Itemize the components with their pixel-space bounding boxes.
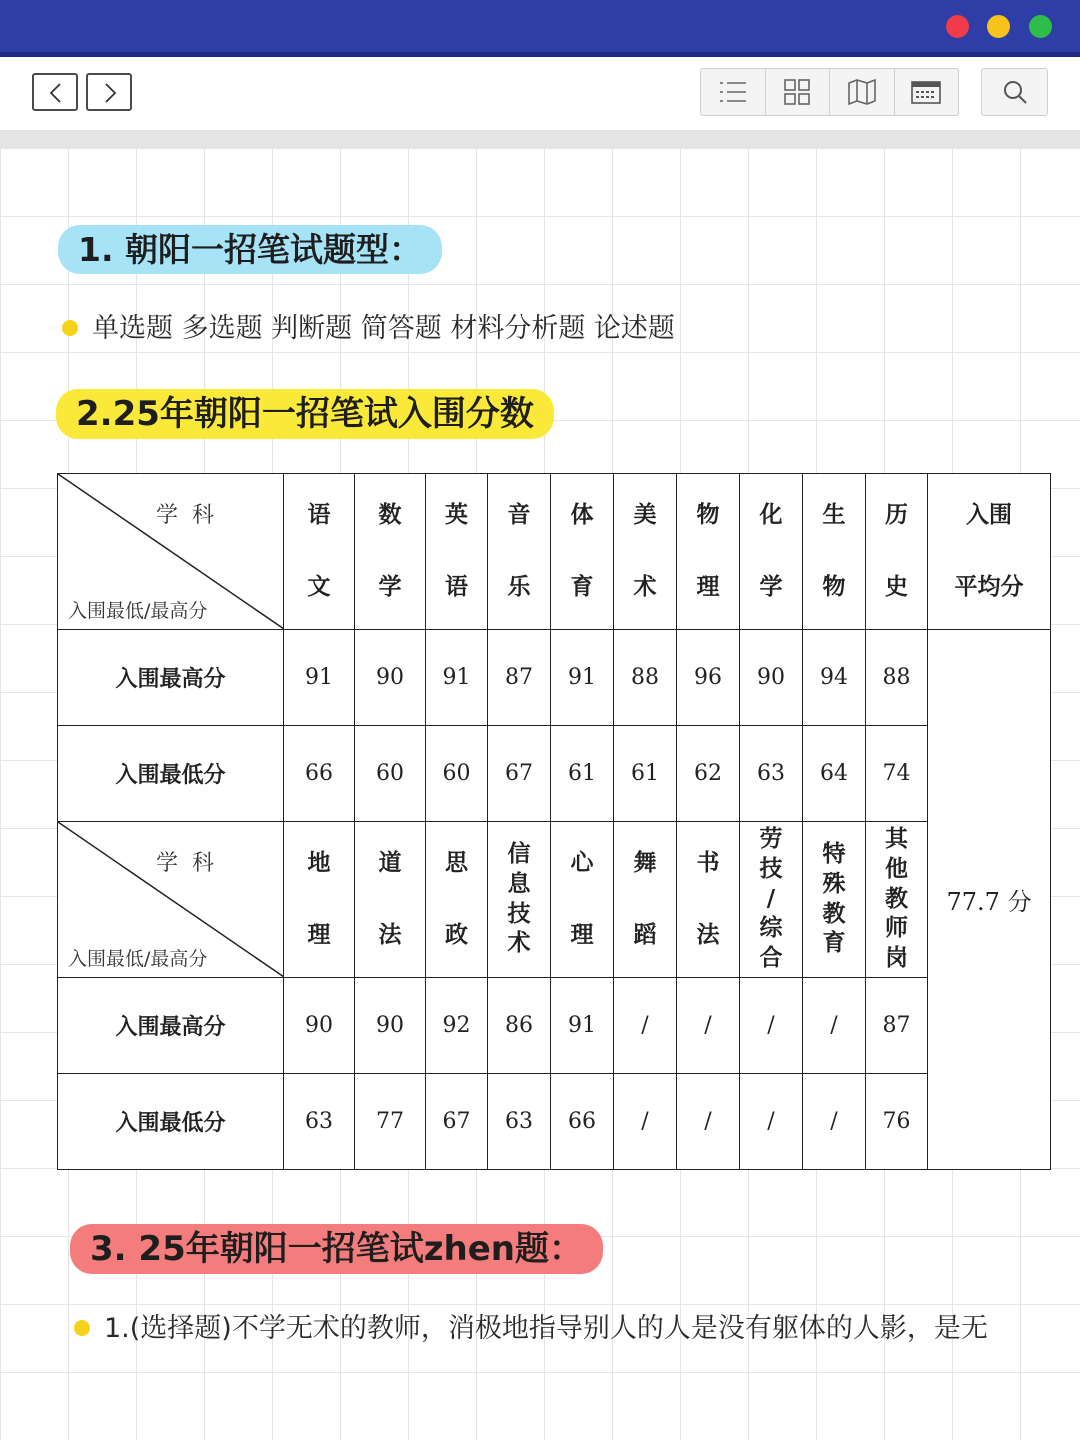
score-cell: 86 [488, 978, 551, 1074]
note-content [0, 148, 1080, 1440]
score-cell: 63 [740, 726, 803, 822]
score-cell: 60 [355, 726, 426, 822]
bullet-exam-question: 1.(选择题)不学无术的教师，消极地指导别人的人是没有躯体的人影，是无 [74, 1306, 988, 1345]
section-heading-exam-types: 1. 朝阳一招笔试题型： [58, 225, 442, 274]
table-header-row [58, 474, 1051, 630]
corner-score-label: 入围最低/最高分 [68, 600, 208, 622]
score-cell: 91 [426, 630, 488, 726]
subject-header: 语 文 [284, 474, 355, 630]
subject-header: 信 息 技 术 [488, 822, 551, 978]
score-cell: 77 [355, 1074, 426, 1170]
subject-header: 思 政 [426, 822, 488, 978]
row-label: 入围最高分 [58, 978, 284, 1074]
table-row [58, 978, 1051, 1074]
score-cell: 87 [866, 978, 928, 1074]
calendar-icon [911, 79, 941, 105]
table-row [58, 630, 1051, 726]
subject-header: 心 理 [551, 822, 614, 978]
score-cell: 66 [284, 726, 355, 822]
search-icon [1002, 79, 1028, 105]
maximize-window-dot[interactable] [1029, 15, 1052, 38]
table-corner-cell [58, 474, 284, 630]
score-cell: 66 [551, 1074, 614, 1170]
list-view-button[interactable] [701, 69, 766, 115]
title-bar [0, 0, 1080, 57]
corner-subject-label: 学科 [156, 503, 229, 528]
subject-header: 生 物 [803, 474, 866, 630]
chevron-right-icon [101, 82, 119, 104]
score-cell: / [677, 1074, 740, 1170]
score-table [57, 473, 1051, 1170]
score-cell: 96 [677, 630, 740, 726]
subject-header: 书 法 [677, 822, 740, 978]
score-cell: 64 [803, 726, 866, 822]
table-row [58, 726, 1051, 822]
subject-header: 历 史 [866, 474, 928, 630]
calendar-view-button[interactable] [895, 69, 959, 115]
score-cell: 88 [866, 630, 928, 726]
score-cell: 94 [803, 630, 866, 726]
score-cell: 91 [551, 630, 614, 726]
forward-button[interactable] [86, 73, 132, 111]
score-cell: 74 [866, 726, 928, 822]
score-cell: 61 [614, 726, 677, 822]
score-cell: 62 [677, 726, 740, 822]
table-row [58, 1074, 1051, 1170]
score-cell: 92 [426, 978, 488, 1074]
grid-icon [784, 79, 810, 105]
table-corner-cell [58, 822, 284, 978]
subject-header: 体 育 [551, 474, 614, 630]
score-cell: / [614, 1074, 677, 1170]
row-label: 入围最低分 [58, 726, 284, 822]
score-cell: / [803, 1074, 866, 1170]
score-cell: / [740, 978, 803, 1074]
score-cell: 91 [284, 630, 355, 726]
score-cell: / [740, 1074, 803, 1170]
chevron-left-icon [47, 82, 65, 104]
score-cell: 61 [551, 726, 614, 822]
score-cell: 76 [866, 1074, 928, 1170]
score-cell: / [803, 978, 866, 1074]
back-button[interactable] [32, 73, 78, 111]
subject-header: 其 他 教 师 岗 [866, 822, 928, 978]
table-header-row [58, 822, 1051, 978]
score-cell: 87 [488, 630, 551, 726]
corner-subject-label: 学科 [156, 851, 229, 876]
view-switcher [700, 68, 959, 116]
subject-header: 物 理 [677, 474, 740, 630]
subject-header: 英 语 [426, 474, 488, 630]
map-view-button[interactable] [830, 69, 895, 115]
bullet-exam-types: 单选题 多选题 判断题 简答题 材料分析题 论述题 [62, 306, 675, 345]
average-score-value: 77.7 分 [928, 630, 1051, 1170]
subject-header: 地 理 [284, 822, 355, 978]
score-cell: 90 [355, 978, 426, 1074]
grid-view-button[interactable] [766, 69, 831, 115]
score-cell: 90 [740, 630, 803, 726]
score-cell: 63 [488, 1074, 551, 1170]
subject-header: 特 殊 教 育 [803, 822, 866, 978]
score-cell: 67 [488, 726, 551, 822]
score-cell: 88 [614, 630, 677, 726]
subject-header: 劳 技 / 综 合 [740, 822, 803, 978]
subject-header: 化 学 [740, 474, 803, 630]
bullet-dot-icon [74, 1320, 90, 1336]
score-cell: 90 [355, 630, 426, 726]
subject-header: 美 术 [614, 474, 677, 630]
section-heading-exam-questions: 3. 25年朝阳一招笔试zhen题： [70, 1224, 603, 1274]
search-button[interactable] [981, 68, 1048, 116]
score-cell: 60 [426, 726, 488, 822]
subject-header: 音 乐 [488, 474, 551, 630]
score-cell: / [677, 978, 740, 1074]
row-label: 入围最低分 [58, 1074, 284, 1170]
bullet-dot-icon [62, 320, 78, 336]
row-label: 入围最高分 [58, 630, 284, 726]
score-cell: 63 [284, 1074, 355, 1170]
score-cell: 90 [284, 978, 355, 1074]
close-window-dot[interactable] [946, 15, 969, 38]
section-heading-cutoff-scores: 2.25年朝阳一招笔试入围分数 [56, 389, 554, 439]
toolbar [0, 57, 1080, 130]
map-icon [847, 79, 877, 105]
toolbar-separator [0, 130, 1080, 148]
subject-header: 舞 蹈 [614, 822, 677, 978]
list-icon [718, 80, 748, 104]
minimize-window-dot[interactable] [987, 15, 1010, 38]
score-cell: / [614, 978, 677, 1074]
score-cell: 67 [426, 1074, 488, 1170]
corner-score-label: 入围最低/最高分 [68, 948, 208, 970]
average-score-header: 入围 平均分 [928, 474, 1051, 630]
subject-header: 道 法 [355, 822, 426, 978]
score-cell: 91 [551, 978, 614, 1074]
subject-header: 数 学 [355, 474, 426, 630]
